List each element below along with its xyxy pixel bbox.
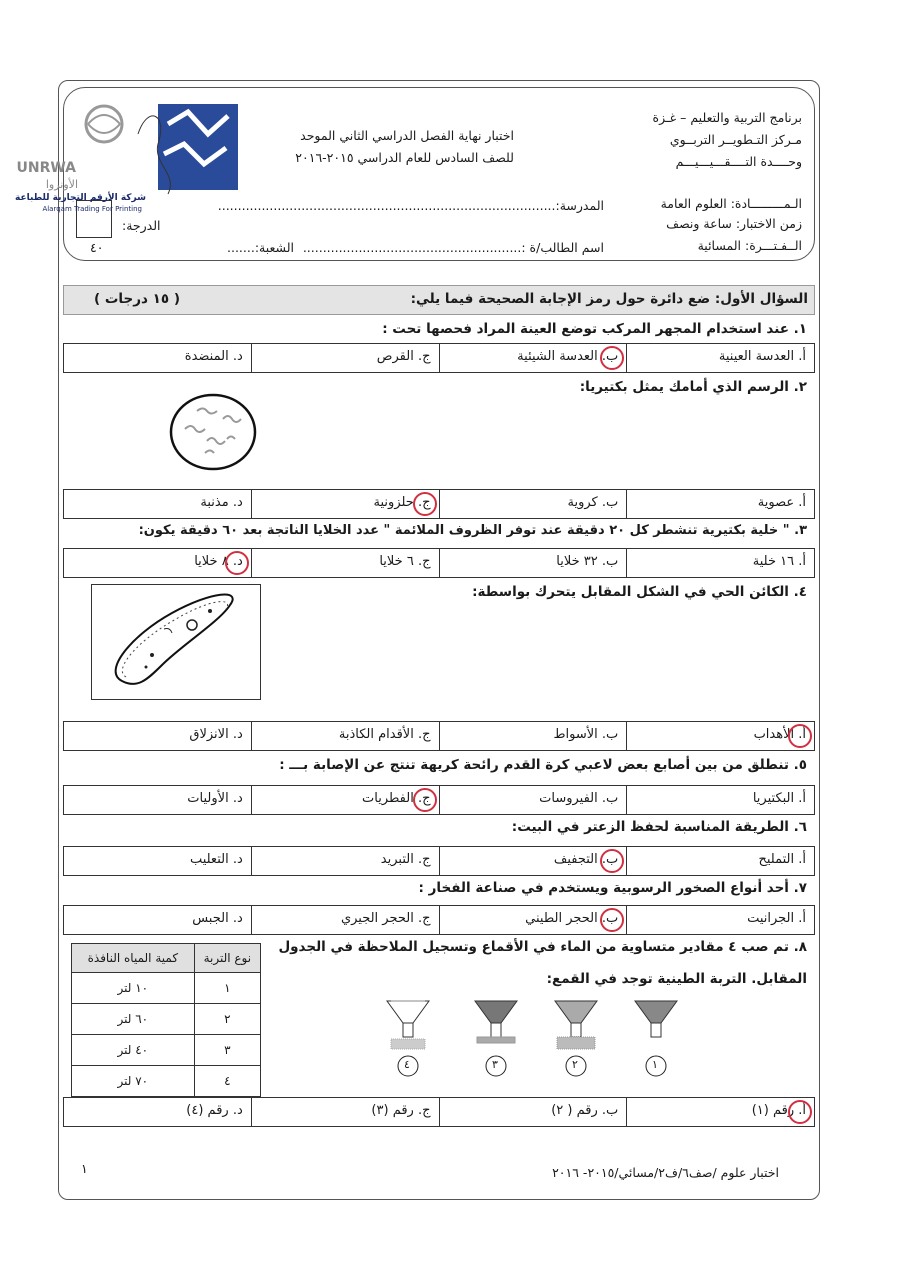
funnel-label: ٢ [572, 1058, 578, 1071]
q6-option-b-label: ب. التجفيف [553, 852, 619, 867]
q2-option-b[interactable] [439, 490, 627, 518]
q1-option-d-label: د. المنضدة [184, 349, 243, 364]
q8-option-d-label: د. رقم (٤) [186, 1103, 243, 1118]
q8-option-b[interactable] [439, 1098, 627, 1126]
q8-option-a[interactable] [626, 1098, 814, 1126]
q4-option-a[interactable] [626, 722, 814, 750]
q2-option-d[interactable] [64, 490, 251, 518]
footer-code: اختبار علوم /صف٦/ف٢/مسائي/٢٠١٥- ٢٠١٦ [552, 1165, 779, 1180]
question-5-text: ٥. تنطلق من بين أصابع بعض لاعبي كرة القدم رائحة كريهة تنتج عن الإصابة بـــ : [279, 757, 807, 773]
q7-option-d-label: د. الجبس [192, 911, 243, 926]
soil-water-table [71, 943, 261, 1097]
funnel-label: ٣ [492, 1058, 498, 1071]
program-name: برنامج التربية والتعليم – غـزة [652, 110, 802, 125]
funnel-label: ١ [652, 1058, 658, 1071]
center-name: مـركز التـطويــر التربــوي [669, 132, 802, 147]
period-label: الــفـتـــرة: المسائية [697, 238, 802, 253]
question-section-header [63, 285, 815, 315]
question-6-options [63, 846, 815, 876]
q1-option-b[interactable] [439, 344, 627, 372]
time-label: زمن الاختبار: ساعة ونصف [666, 216, 802, 231]
table-row [72, 1004, 261, 1035]
q4-option-b[interactable] [439, 722, 627, 750]
q4-option-c[interactable] [251, 722, 439, 750]
q6-option-a[interactable] [626, 847, 814, 875]
q7-option-b-label: ب. الحجر الطيني [525, 911, 619, 926]
question-4-text: ٤. الكائن الحي في الشكل المقابل يتحرك بواسطة: [472, 584, 807, 600]
unrwa-logo-ar-text: الأونروا [45, 178, 78, 191]
q8-option-d[interactable] [64, 1098, 251, 1126]
question-3-options [63, 548, 815, 578]
question-1-options [63, 343, 815, 373]
q8-option-c[interactable] [251, 1098, 439, 1126]
answer-circle [600, 849, 624, 873]
exam-title: اختبار نهاية الفصل الدراسي الثاني الموحد [300, 128, 514, 143]
q3-option-a[interactable] [626, 549, 814, 577]
answer-circle [788, 1100, 812, 1124]
question-2-text: ٢. الرسم الذي أمامك يمثل بكتيريا: [579, 379, 807, 395]
table-row [72, 973, 261, 1004]
q2-option-b-label: ب. كروية [567, 495, 619, 510]
q6-option-a-label: أ. التمليح [758, 852, 806, 867]
q2-option-a[interactable] [626, 490, 814, 518]
q4-option-d-label: د. الانزلاق [189, 727, 243, 742]
table-cell: ٣ [194, 1035, 260, 1066]
question-section-marks: ( ١٥ درجات ) [94, 291, 180, 307]
q1-option-a-label: أ. العدسة العينية [718, 349, 806, 364]
question-2-options [63, 489, 815, 519]
q6-option-b[interactable] [439, 847, 627, 875]
q2-option-c-label: ج. حلزونية [373, 495, 431, 510]
name-field: اسم الطالب/ة :....................................................... [302, 240, 604, 255]
table-cell: ١ [194, 973, 260, 1004]
q2-option-a-label: أ. عصوية [757, 495, 806, 510]
q3-option-a-label: أ. ١٦ خلية [752, 554, 806, 569]
question-7-text: ٧. أحد أنواع الصخور الرسوبية ويستخدم في صناعة الفخار : [418, 880, 807, 896]
q5-option-a-label: أ. البكتيريا [752, 791, 806, 806]
q6-option-c[interactable] [251, 847, 439, 875]
q1-option-d[interactable] [64, 344, 251, 372]
q5-option-d[interactable] [64, 786, 251, 814]
q3-option-d[interactable] [64, 549, 251, 577]
q5-option-c-label: ج. الفطريات [362, 791, 431, 806]
q7-option-c[interactable] [251, 906, 439, 934]
press-logo-text: شركة الأرقم التجارية للطباعة [15, 193, 146, 203]
funnels-diagram [379, 997, 709, 1089]
question-1-text: ١. عند استخدام المجهر المركب توضع العينة المراد فحصها تحت : [382, 321, 807, 337]
q7-option-d[interactable] [64, 906, 251, 934]
q2-option-c[interactable] [251, 490, 439, 518]
table-header: كمية المياه النافذة [72, 944, 195, 973]
q1-option-a[interactable] [626, 344, 814, 372]
name-label: اسم الطالب/ة : [521, 240, 604, 255]
q3-option-b-label: ب. ٣٢ خلايا [556, 554, 619, 569]
question-8-text-2: المقابل. التربة الطينية توجد في القمع: [546, 971, 807, 987]
paramecium-image [91, 584, 261, 700]
q8-option-a-label: أ. رقم (١) [751, 1103, 806, 1118]
answer-circle [600, 908, 624, 932]
q7-option-a-label: أ. الجرانيت [747, 911, 806, 926]
q1-option-c-label: ج. القرص [376, 349, 431, 364]
grade-label: الدرجة: [122, 218, 161, 233]
table-cell: ٧٠ لتر [72, 1066, 195, 1097]
bacteria-image [167, 391, 259, 477]
school-field: المدرسة:..................................................................................... [217, 198, 604, 213]
question-3-text: ٣. " خلية بكتيرية تنشطر كل ٢٠ دقيقة عند توفر الظروف الملائمة " عدد الخلايا الناتجة بعد ٦٠ دقيقة يكون: [138, 523, 807, 538]
q6-option-c-label: ج. التبريد [380, 852, 431, 867]
q5-option-d-label: د. الأوليات [187, 791, 243, 806]
table-header-row [72, 944, 261, 973]
table-cell: ٤٠ لتر [72, 1035, 195, 1066]
section-field: الشعبة:....... [227, 240, 294, 255]
total-grade: ٤٠ [90, 240, 104, 255]
unit-name: وحــــدة التــــقـــيـــيـــم [675, 154, 802, 169]
q3-option-b[interactable] [439, 549, 627, 577]
press-logo-en-text: Alarqam Trading For Printing [42, 205, 142, 213]
exam-header [15, 87, 815, 261]
unrwa-logo-text: UNRWA [16, 160, 76, 176]
question-6-text: ٦. الطريقة المناسبة لحفظ الزعتر في البيت: [511, 819, 807, 835]
answer-circle [413, 788, 437, 812]
question-section-title: السؤال الأول: ضع دائرة حول رمز الإجابة الصحيحة فيما يلي: [410, 291, 808, 307]
table-row [72, 1066, 261, 1097]
q1-option-b-label: ب. العدسة الشيئية [517, 349, 619, 364]
q4-option-b-label: ب. الأسواط [553, 727, 619, 742]
answer-circle [788, 724, 812, 748]
question-4-options [63, 721, 815, 751]
answer-circle [413, 492, 437, 516]
table-cell: ٦٠ لتر [72, 1004, 195, 1035]
subject-label: الـمـــــــــادة: العلوم العامة [660, 196, 802, 211]
q2-option-d-label: د. مذنبة [200, 495, 243, 510]
q5-option-b-label: ب. الفيروسات [539, 791, 619, 806]
answer-circle [600, 346, 624, 370]
school-label: المدرسة: [555, 198, 604, 213]
page-number: ١ [81, 1161, 88, 1176]
q7-option-a[interactable] [626, 906, 814, 934]
question-8-options [63, 1097, 815, 1127]
q8-option-b-label: ب. رقم ( ٢) [551, 1103, 619, 1118]
q4-option-d[interactable] [64, 722, 251, 750]
q5-option-a[interactable] [626, 786, 814, 814]
table-cell: ١٠ لتر [72, 973, 195, 1004]
q7-option-b[interactable] [439, 906, 627, 934]
table-cell: ٤ [194, 1066, 260, 1097]
q7-option-c-label: ج. الحجر الجيري [340, 911, 431, 926]
funnel-label: ٤ [404, 1058, 410, 1071]
q5-option-c[interactable] [251, 786, 439, 814]
exam-class-year: للصف السادس للعام الدراسي ٢٠١٥-٢٠١٦ [295, 150, 514, 165]
question-7-options [63, 905, 815, 935]
table-cell: ٢ [194, 1004, 260, 1035]
q4-option-a-label: أ. الأهداب [753, 727, 806, 742]
question-5-options [63, 785, 815, 815]
q8-option-c-label: ج. رقم (٣) [371, 1103, 431, 1118]
exam-frame [15, 80, 820, 1200]
q3-option-c[interactable] [251, 549, 439, 577]
table-row [72, 1035, 261, 1066]
q3-option-d-label: د. ٨ خلايا [194, 554, 243, 569]
answer-circle [225, 551, 249, 575]
q5-option-b[interactable] [439, 786, 627, 814]
question-8-text: ٨. تم صب ٤ مقادير متساوية من الماء في الأقماع وتسجيل الملاحظة في الجدول [278, 939, 807, 955]
section-label: الشعبة: [254, 240, 294, 255]
q1-option-c[interactable] [251, 344, 439, 372]
q6-option-d-label: د. التعليب [189, 852, 243, 867]
q6-option-d[interactable] [64, 847, 251, 875]
q3-option-c-label: ج. ٦ خلايا [379, 554, 431, 569]
q4-option-c-label: ج. الأقدام الكاذبة [338, 727, 431, 742]
table-header: نوع التربة [194, 944, 260, 973]
